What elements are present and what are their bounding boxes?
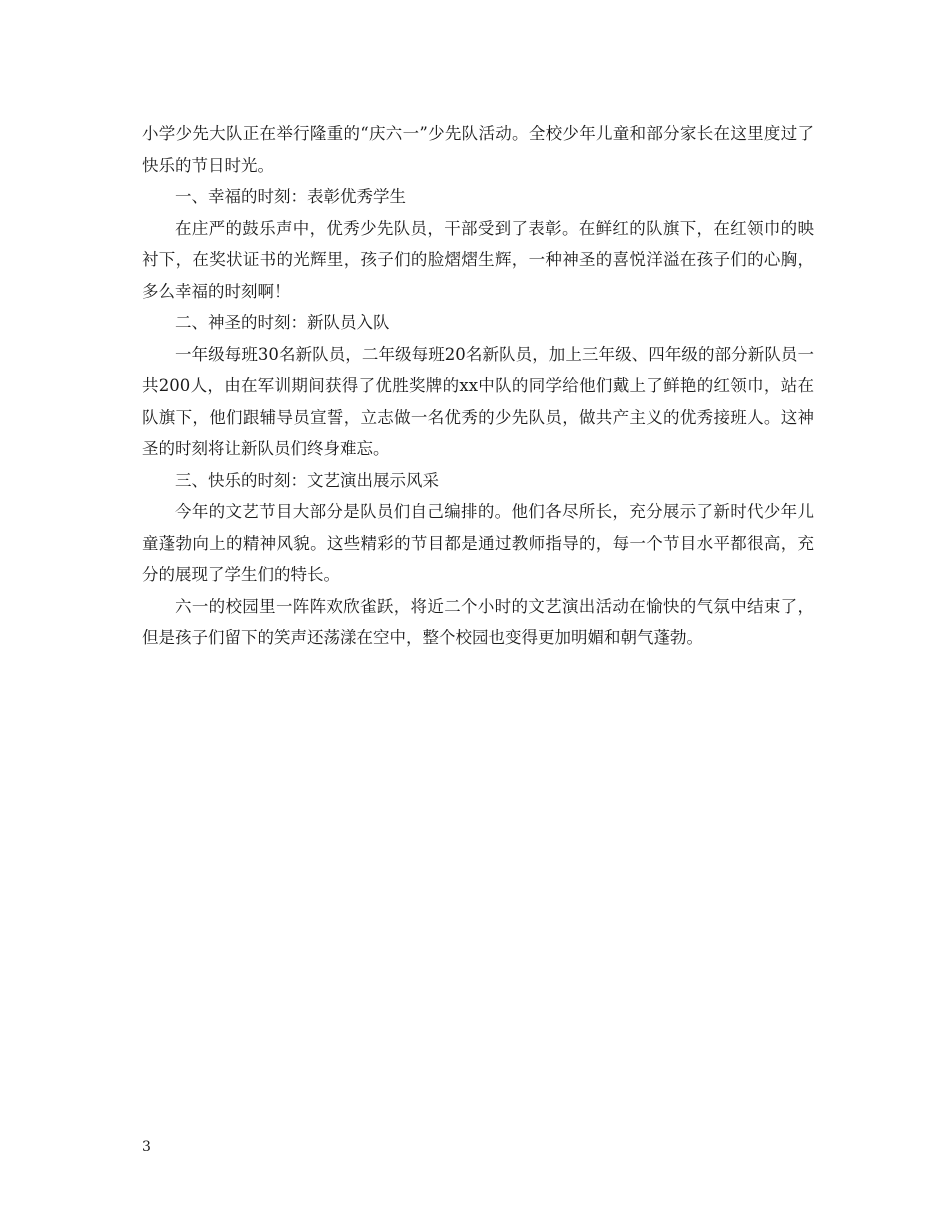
section-paragraph-1: 在庄严的鼓乐声中，优秀少先队员，干部受到了表彰。在鲜红的队旗下，在红领巾的映衬下，在奖状证书的光辉里，孩子们的脸熠熠生辉，一种神圣的喜悦洋溢在孩子们的心胸，多么幸福的时刻啊！ (142, 218, 814, 301)
closing-paragraph: 六一的校园里一阵阵欢欣雀跃，将近二个小时的文艺演出活动在愉快的气氛中结束了，但是孩子们留下的笑声还荡漾在空中，整个校园也变得更加明媚和朝气蓬勃。 (142, 596, 814, 647)
section-paragraph-3: 今年的文艺节目大部分是队员们自己编排的。他们各尽所长，充分展示了新时代少年儿童蓬勃向上的精神风貌。这些精彩的节目都是通过教师指导的，每一个节目水平都很高，充分的展现了学生们的特长。 (142, 502, 814, 584)
page-number: 3 (142, 1139, 151, 1155)
section-heading-2: 二、神圣的时刻：新队员入队 (175, 313, 390, 332)
section-heading-1: 一、幸福的时刻：表彰优秀学生 (175, 187, 406, 206)
section-heading-3: 三、快乐的时刻：文艺演出展示风采 (175, 470, 439, 490)
section-paragraph-2: 一年级每班30名新队员，二年级每班20名新队员，加上三年级、四年级的部分新队员一共200人，由在军训期间获得了优胜奖牌的xx中队的同学给他们戴上了鲜艳的红领巾，站在队旗下，他们跟辅导员宣誓，立志做一名优秀的少先队员，做共产主义的优秀接班人。这神圣的时刻将让新队员们终身难忘。 (142, 344, 814, 458)
document-body (142, 118, 814, 654)
intro-paragraph: 小学少先大队正在举行隆重的“庆六一”少先队活动。全校少年儿童和部分家长在这里度过了快乐的节日时光。 (142, 124, 814, 175)
